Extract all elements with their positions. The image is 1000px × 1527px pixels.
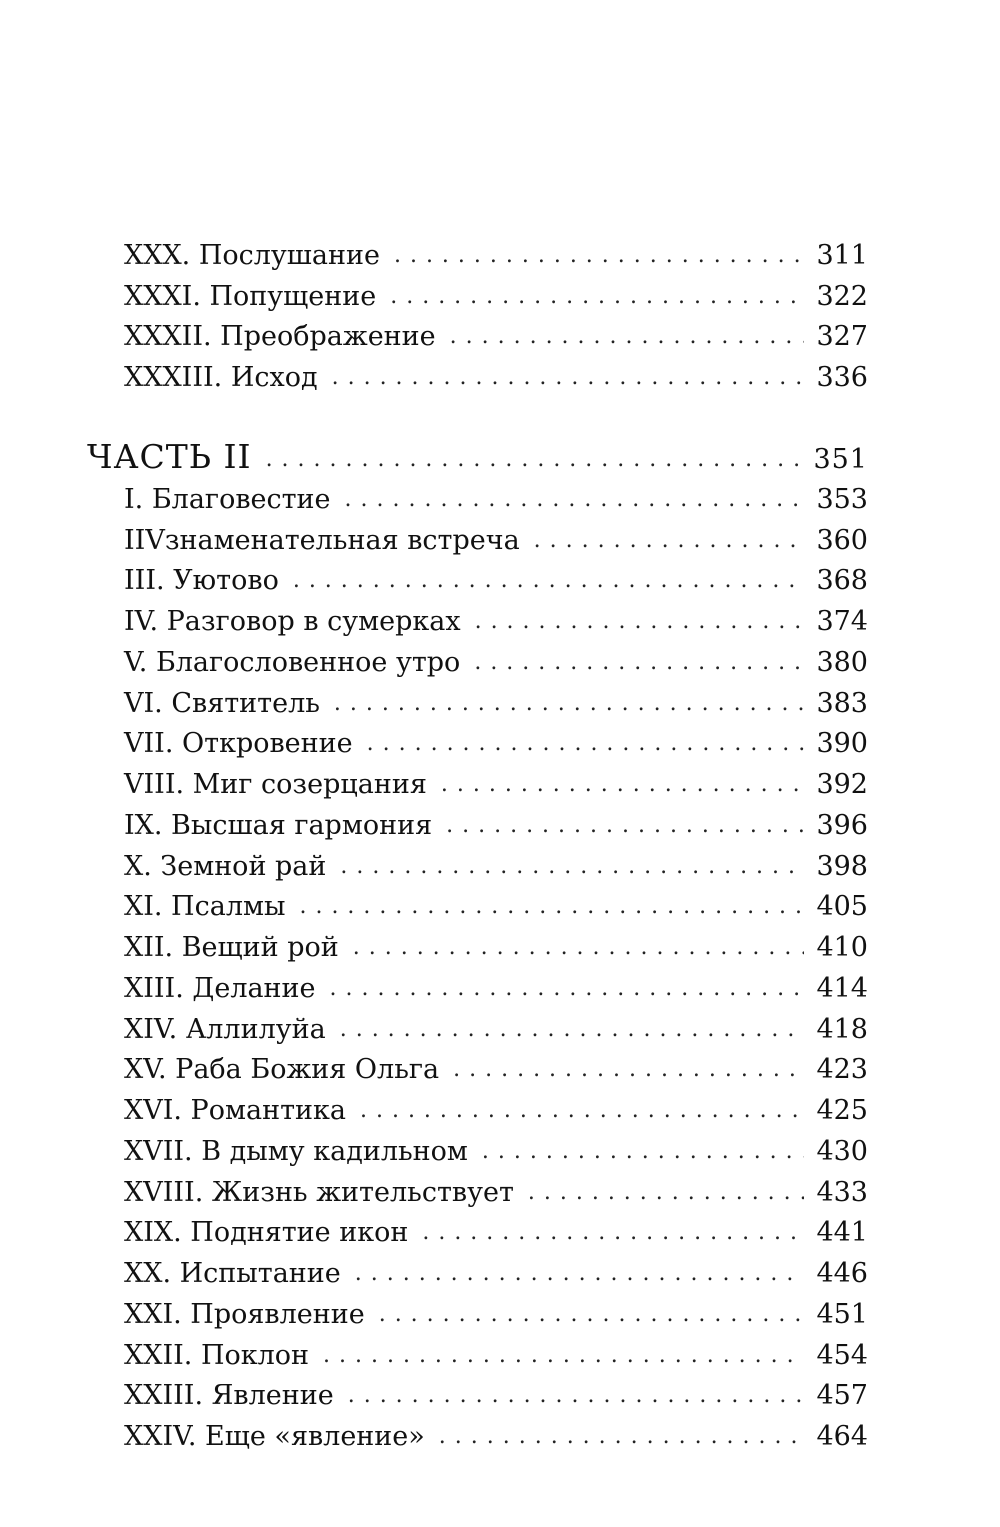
toc-entry — [124, 1379, 868, 1413]
toc-entry-page: 368 — [816, 565, 868, 596]
toc-entry — [124, 687, 868, 721]
toc-entry-page: 380 — [816, 647, 868, 678]
dot-leader — [266, 443, 802, 477]
toc-entry-title: XXIII. Явление — [124, 1380, 334, 1411]
dot-leader — [528, 1176, 805, 1210]
toc-entry — [124, 931, 868, 965]
dot-leader — [450, 320, 805, 354]
dot-leader — [323, 1339, 804, 1373]
toc-entry-page: 451 — [816, 1299, 868, 1330]
dot-leader — [439, 1420, 805, 1454]
toc-entry-page: 353 — [816, 484, 868, 515]
toc-entry-page: 327 — [816, 321, 868, 352]
dot-leader — [340, 1013, 805, 1047]
toc-entry-page: 398 — [816, 851, 868, 882]
toc-entry — [124, 564, 868, 598]
toc-entry — [124, 768, 868, 802]
toc-entry-page: 414 — [816, 973, 868, 1004]
dot-leader — [348, 1379, 805, 1413]
toc-entry-title: XV. Раба Божия Ольга — [124, 1054, 440, 1085]
dot-leader — [441, 768, 805, 802]
toc-entry-page: 336 — [816, 362, 868, 393]
dot-leader — [475, 605, 805, 639]
toc-entry-page: 433 — [816, 1177, 868, 1208]
toc-entry — [124, 1339, 868, 1373]
dot-leader — [367, 727, 805, 761]
toc-entry-title: III. Уютово — [124, 565, 279, 596]
dot-leader — [355, 1257, 805, 1291]
toc-entry-title: XXXII. Преображение — [124, 321, 436, 352]
toc-entry — [124, 1053, 868, 1087]
dot-leader — [360, 1094, 804, 1128]
dot-leader — [332, 361, 805, 395]
toc-entry-page: 390 — [816, 728, 868, 759]
dot-leader — [299, 890, 804, 924]
toc-entry — [124, 809, 868, 843]
toc-entry-title: VII. Откровение — [124, 728, 353, 759]
toc-entry-title: IX. Высшая гармония — [124, 810, 433, 841]
toc-entry-title: VIII. Миг созерцания — [124, 769, 427, 800]
toc-entry — [124, 1298, 868, 1332]
toc-entry-page: 418 — [816, 1014, 868, 1045]
toc-entry-page: 446 — [816, 1258, 868, 1289]
toc-entry — [124, 280, 868, 314]
toc-entry — [124, 483, 868, 517]
toc-entry-title: XI. Псалмы — [124, 891, 286, 922]
toc-entry-page: 457 — [816, 1380, 868, 1411]
toc-entry-page: 392 — [816, 769, 868, 800]
toc-entry-title: XIII. Делание — [124, 973, 316, 1004]
toc-entry-title: XVI. Романтика — [124, 1095, 346, 1126]
toc-entry-page: 396 — [816, 810, 868, 841]
dot-leader — [394, 239, 804, 273]
toc-entry-page: 405 — [816, 891, 868, 922]
dot-leader — [353, 931, 805, 965]
toc-entry — [124, 320, 868, 354]
toc-entry-title: XXI. Проявление — [124, 1299, 365, 1330]
dot-leader — [334, 687, 805, 721]
toc-entry — [124, 605, 868, 639]
toc-entry-title: V. Благословенное утро — [124, 647, 461, 678]
toc-entry-page: 430 — [816, 1136, 868, 1167]
dot-leader — [482, 1135, 805, 1169]
toc-entry-title: VI. Святитель — [124, 688, 320, 719]
toc-entry-title: XXXIII. Исход — [124, 362, 318, 393]
toc-entry — [124, 1013, 868, 1047]
toc-entry-title: XXXI. Попущение — [124, 281, 377, 312]
toc-entry-title: XXIV. Еще «явление» — [124, 1421, 425, 1452]
dot-leader — [340, 850, 804, 884]
toc-entry — [124, 890, 868, 924]
toc-entry-title: XVII. В дыму кадильном — [124, 1136, 468, 1167]
toc-entry-title: XXX. Послушание — [124, 240, 380, 271]
toc-entry — [124, 524, 868, 558]
part-title: ЧАСТЬ II — [87, 437, 252, 476]
toc-entry-page: 410 — [816, 932, 868, 963]
dot-leader — [293, 564, 805, 598]
dot-leader — [390, 280, 804, 314]
dot-leader — [453, 1053, 804, 1087]
toc-entry — [124, 850, 868, 884]
dot-leader — [330, 972, 805, 1006]
toc-entry — [124, 1257, 868, 1291]
toc-entry-title: XVIII. Жизнь жительствует — [124, 1177, 514, 1208]
toc-entry-page: 454 — [816, 1340, 868, 1371]
toc-entry-title: X. Земной рай — [124, 851, 327, 882]
dot-leader — [345, 483, 805, 517]
toc-entry — [124, 727, 868, 761]
toc-entry-title: XXII. Поклон — [124, 1340, 310, 1371]
toc-entry-page: 374 — [816, 606, 868, 637]
toc-entry-page: 311 — [816, 240, 868, 271]
toc-entry — [124, 972, 868, 1006]
toc-entry-page: 464 — [816, 1421, 868, 1452]
toc-entry-title: XIV. Аллилуйа — [124, 1014, 326, 1045]
toc-entry — [124, 1176, 868, 1210]
toc-entry — [124, 1420, 868, 1454]
toc-entry-title: XX. Испытание — [124, 1258, 341, 1289]
toc-entry-page: 360 — [816, 525, 868, 556]
dot-leader — [474, 646, 804, 680]
toc-entry-page: 423 — [816, 1054, 868, 1085]
toc-entry-title: XII. Вещий рой — [124, 932, 339, 963]
toc-entry — [124, 239, 868, 273]
dot-leader — [379, 1298, 805, 1332]
toc-entry-page: 383 — [816, 688, 868, 719]
toc-entry-title: XIX. Поднятие икон — [124, 1217, 409, 1248]
dot-leader — [534, 524, 805, 558]
toc-entry-title: IV. Разговор в сумерках — [124, 606, 461, 637]
toc-entry — [124, 1216, 868, 1250]
toc-entry-title: I. Благовестие — [124, 484, 331, 515]
toc-entry-title: IIVзнаменательная встреча — [124, 525, 520, 556]
toc-part-heading — [87, 437, 868, 476]
toc-entry — [124, 646, 868, 680]
toc-entry-page: 425 — [816, 1095, 868, 1126]
dot-leader — [422, 1216, 804, 1250]
toc-entry-page: 322 — [816, 281, 868, 312]
toc-entry — [124, 1094, 868, 1128]
toc-entry — [124, 361, 868, 395]
toc-entry — [124, 1135, 868, 1169]
toc-entry-page: 441 — [816, 1217, 868, 1248]
dot-leader — [446, 809, 804, 843]
part-page: 351 — [813, 444, 868, 475]
